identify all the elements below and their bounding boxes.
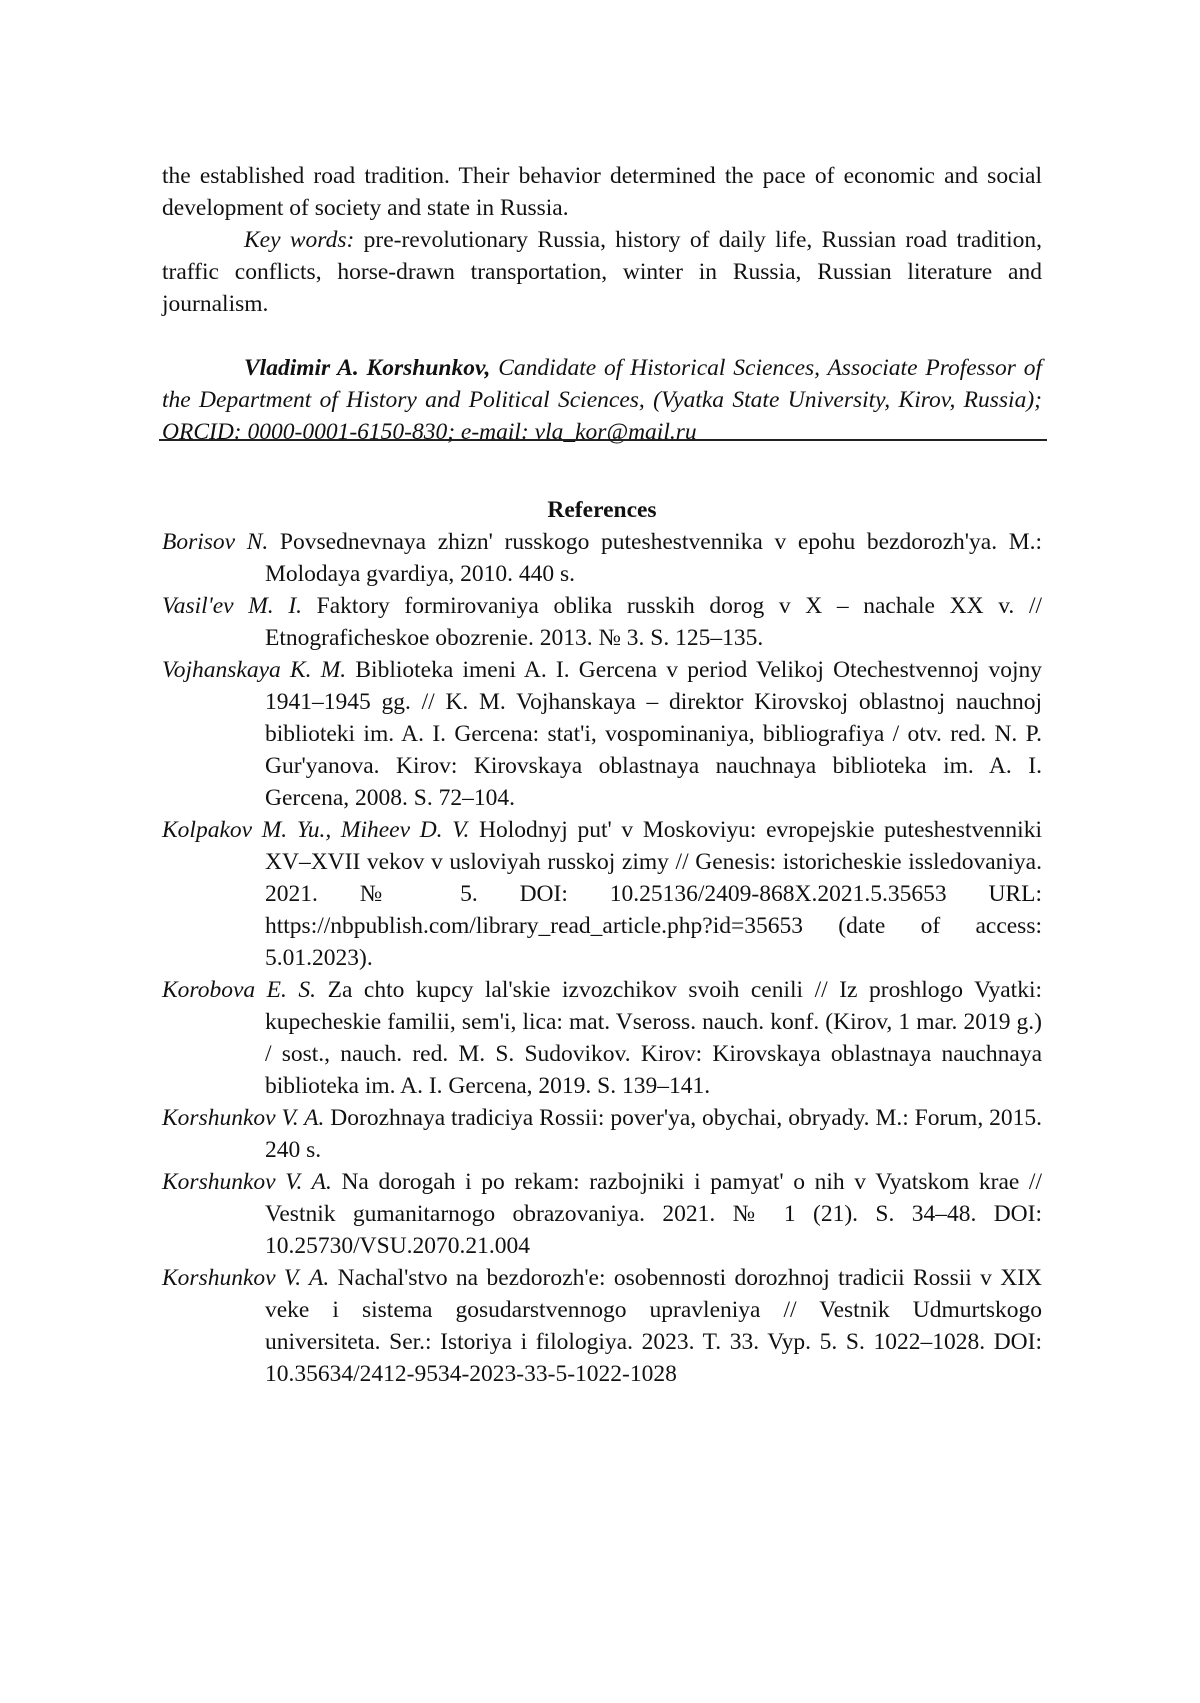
keywords-text: pre-revolutionary Russia, history of daily life, Russian road tradition, traffic conflicts, horse-drawn transportation, winter in Russia, Russian literature and journalism. — [162, 227, 1042, 317]
reference-text: Holodnyj put' v Moskoviyu: evropejskie puteshestvenniki XV–XVII vekov v usloviyah russkoj zimy // Genesis: istoricheskie issledovaniya. 2021. № 5. DOI: 10.25136/2409-868X.2021.5.35653 URL: https://nbpublish.com/library_read_article.php?id=35653 (date of access: 5.01.2023). — [265, 817, 1042, 971]
reference-text: Nachal'stvo na bezdorozh'e: osobennosti dorozhnoj tradicii Rossii v XIX veke i sistema gosudarstvennogo upravleniya // Vestnik Udmurtskogo universiteta. Ser.: Istoriya i filologiya. 2023. T. 33. Vyp. 5. S. 1022–1028. DOI: 10.35634/2412-9534-2023-33-5-1022-1028 — [265, 1265, 1042, 1387]
reference-author: Korshunkov V. A. — [162, 1265, 330, 1291]
references-title: References — [547, 497, 657, 523]
reference-author: Borisov N. — [162, 529, 269, 555]
keywords-paragraph — [162, 224, 1042, 320]
reference-author: Korshunkov V. A. — [162, 1169, 332, 1195]
reference-item — [162, 590, 1042, 654]
reference-item — [162, 654, 1042, 814]
reference-author: Korshunkov V. A. — [162, 1105, 325, 1131]
reference-item — [162, 1102, 1042, 1166]
reference-text: Za chto kupcy lal'skie izvozchikov svoih cenili // Iz proshlogo Vyatki: kupecheskie familii, sem'i, lica: mat. Vseross. nauch. konf. (Kirov, 1 mar. 2019 g.) / sost., nauch. red. M. S. Sudovikov. Kirov: Kirovskaya oblastnaya nauchnaya biblioteka im. A. I. Gercena, 2019. S. 139–141. — [265, 977, 1042, 1099]
spacer — [162, 448, 1042, 494]
reference-item — [162, 526, 1042, 590]
reference-author: Kolpakov M. Yu., Miheev D. V. — [162, 817, 470, 843]
abstract-end-paragraph: the established road tradition. Their behavior determined the pace of economic and social development of society and state in Russia. — [162, 163, 1042, 221]
references-list — [162, 526, 1042, 1390]
spacer — [162, 320, 1042, 352]
reference-item — [162, 814, 1042, 974]
reference-text: Biblioteka imeni A. I. Gercena v period Velikoj Otechestvennoj vojny 1941–1945 gg. // K. M. Vojhanskaya – direktor Kirovskoj oblastnoj nauchnoj biblioteki im. A. I. Gercena: stat'i, vospominaniya, bibliografiya / otv. red. N. P. Gur'yanova. Kirov: Kirovskaya oblastnaya nauchnaya biblioteka im. A. I. Gercena, 2008. S. 72–104. — [265, 657, 1042, 811]
reference-text: Faktory formirovaniya oblika russkih dorog v X – nachale XX v. // Etnograficheskoe obozrenie. 2013. № 3. S. 125–135. — [265, 593, 1043, 651]
author-name: Vladimir A. Korshunkov, — [244, 355, 491, 381]
reference-item — [162, 1166, 1042, 1262]
reference-author: Vasil'ev M. I. — [162, 593, 303, 619]
document-page — [162, 160, 1042, 1390]
reference-item — [162, 1262, 1042, 1390]
keywords-label: Key words: — [244, 227, 355, 253]
reference-text: Povsednevnaya zhizn' russkogo puteshestvennika v epohu bezdorozh'ya. M.: Molodaya gvardiya, 2010. 440 s. — [265, 529, 1043, 587]
author-details: Candidate of Historical Sciences, Associate Professor of the Department of History and Political Sciences, (Vyatka State University, Kirov, Russia); ORCID: 0000-0001-6150-830; e-mail: vla_kor@mail.ru — [162, 355, 1042, 445]
author-info-paragraph — [162, 352, 1042, 448]
divider-line — [159, 439, 1047, 441]
reference-text: Dorozhnaya tradiciya Rossii: pover'ya, obychai, obryady. M.: Forum, 2015. 240 s. — [265, 1105, 1042, 1163]
reference-author: Vojhanskaya K. M. — [162, 657, 347, 683]
reference-text: Na dorogah i po rekam: razbojniki i pamyat' o nih v Vyatskom krae // Vestnik gumanitarnogo obrazovaniya. 2021. № 1 (21). S. 34–48. DOI: 10.25730/VSU.2070.21.004 — [265, 1169, 1042, 1259]
reference-item — [162, 974, 1042, 1102]
reference-author: Korobova E. S. — [162, 977, 317, 1003]
